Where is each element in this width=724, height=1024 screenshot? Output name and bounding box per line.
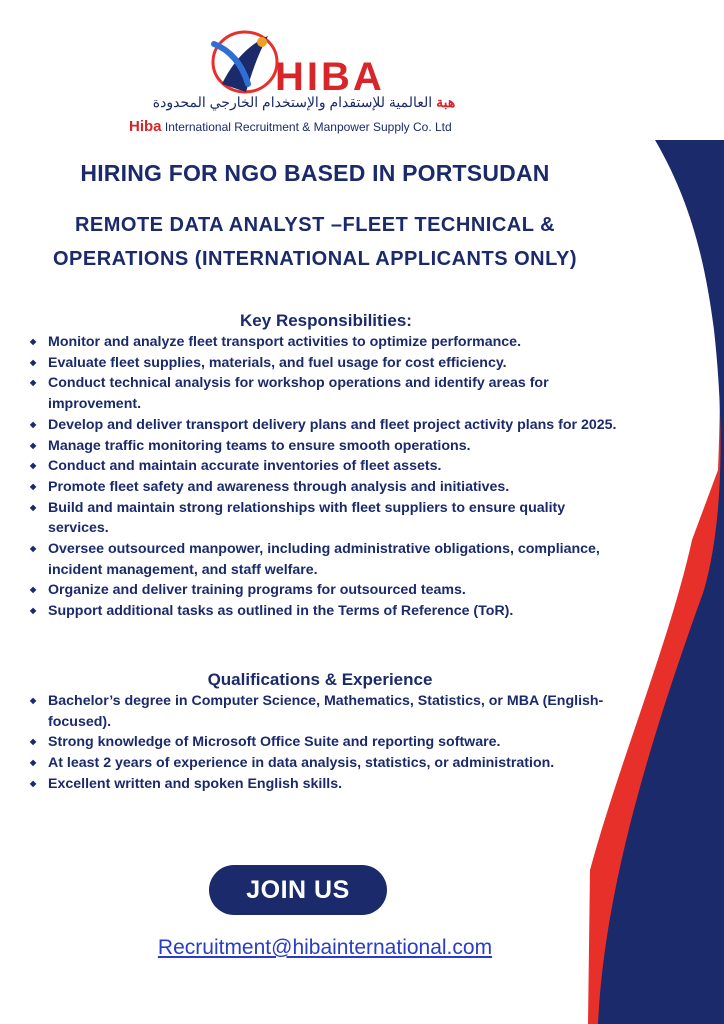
list-item: ◆ Support additional tasks as outlined in the Terms of Reference (ToR). [30,601,620,622]
list-item: ◆ Manage traffic monitoring teams to ensure smooth operations. [30,436,620,457]
list-item: ◆ Build and maintain strong relationships with fleet suppliers to ensure quality services. [30,498,620,539]
list-item: ◆ Organize and deliver training programs for outsourced teams. [30,580,620,601]
job-title-line-1: REMOTE DATA ANALYST –FLEET TECHNICAL & [74,214,556,236]
logo-arabic-rest: العالمية للإستقدام والإستخدام الخارجي المحدودة [152,94,433,110]
logo-english-highlight: Hiba [129,118,162,135]
list-item: ◆ Promote fleet safety and awareness through analysis and initiatives. [30,477,620,498]
responsibilities-list [30,332,620,622]
list-item: ◆ Evaluate fleet supplies, materials, and fuel usage for cost efficiency. [30,353,620,374]
list-item: ◆ Excellent written and spoken English skills. [30,774,620,795]
recruitment-email-link[interactable]: Recruitment@hibainternational.com [157,936,493,959]
qualifications-title: Qualifications & Experience [207,670,433,689]
list-item: ◆ Bachelor’s degree in Computer Science, Mathematics, Statistics, or MBA (English-focused). [30,691,620,732]
list-item: ◆ Strong knowledge of Microsoft Office Suite and reporting software. [30,732,620,753]
join-us-button[interactable]: JOIN US [209,865,387,915]
list-item: ◆ At least 2 years of experience in data analysis, statistics, or administration. [30,753,620,774]
list-item: ◆ Oversee outsourced manpower, including administrative obligations, compliance, incident management, and staff welfare. [30,539,620,580]
job-title [0,208,630,276]
logo-english-name [129,118,452,135]
logo-arabic-highlight: هبة [436,94,456,110]
list-item: ◆ Develop and deliver transport delivery plans and fleet project activity plans for 2025. [30,415,620,436]
list-item: ◆ Conduct and maintain accurate inventories of fleet assets. [30,456,620,477]
logo-english-rest: International Recruitment & Manpower Supply Co. Ltd [164,120,452,134]
responsibilities-title: Key Responsibilities: [240,311,412,330]
list-item: ◆ Monitor and analyze fleet transport activities to optimize performance. [30,332,620,353]
qualifications-list [30,691,620,795]
job-title-line-2: OPERATIONS (INTERNATIONAL APPLICANTS ONLY) [53,248,577,270]
list-item: ◆ Conduct technical analysis for workshop operations and identify areas for improvement. [30,373,620,414]
logo-brand-text: HIBA [275,55,385,99]
logo-arabic-name [129,94,479,111]
hiring-heading: HIRING FOR NGO BASED IN PORTSUDAN [80,160,550,186]
